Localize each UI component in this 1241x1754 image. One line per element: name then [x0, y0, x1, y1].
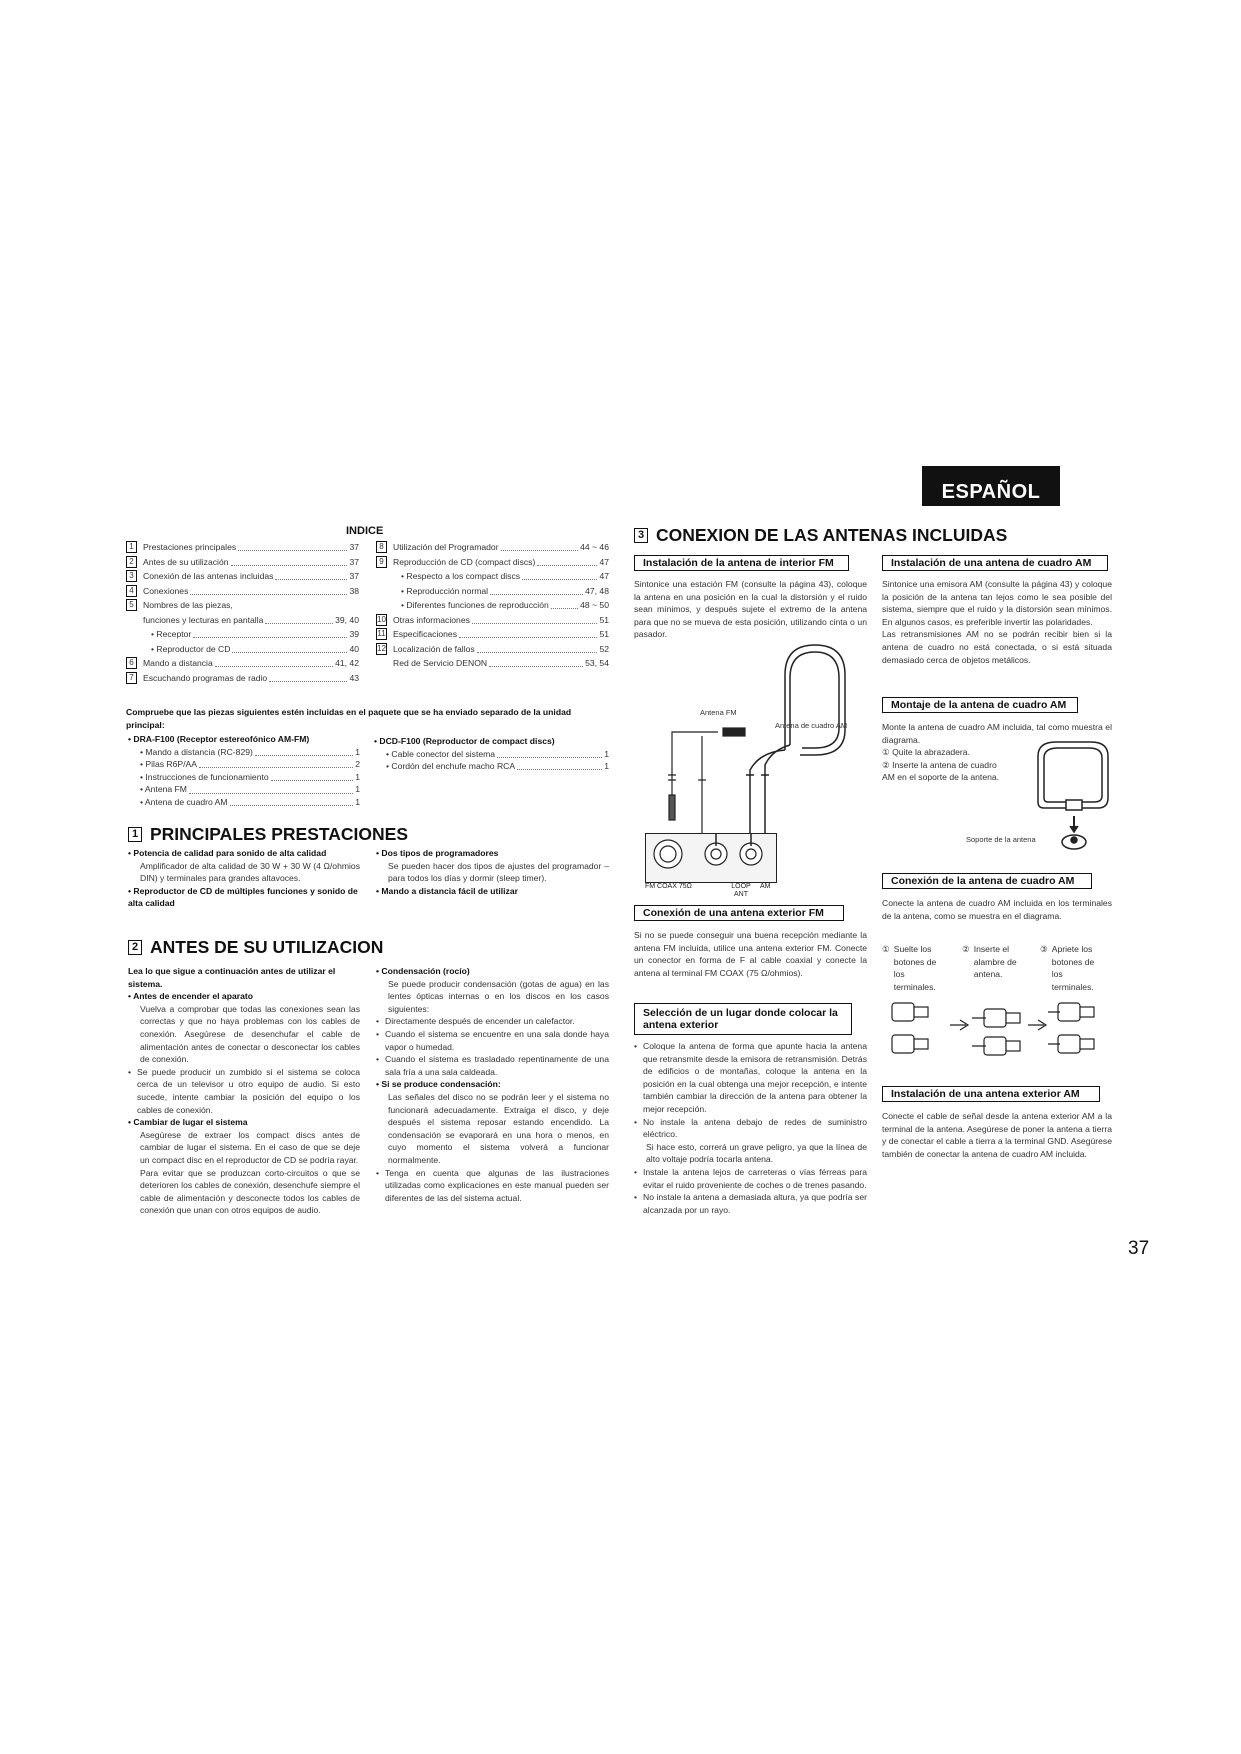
index-entry-label: Otras informaciones: [393, 614, 470, 625]
section1-title: [128, 824, 408, 845]
package-heading: Compruebe que las piezas siguientes estén incluidas en el paquete que se ha enviado separado de la unidad principal:: [126, 707, 572, 730]
package-item: [386, 760, 609, 773]
index-entry-label: Red de Servicio DENON: [393, 658, 488, 669]
subhead: • Antes de encender el aparato: [128, 991, 253, 1002]
index-entry-page: 52: [599, 643, 609, 654]
index-entry-page: 53, 54: [585, 658, 609, 669]
am-label: AM: [760, 883, 771, 890]
index-entry-page: 47, 48: [585, 585, 609, 596]
am-mount-heading: Montaje de la antena de cuadro AM: [882, 697, 1078, 713]
feature-head: • Dos tipos de programadores: [376, 848, 499, 858]
index-entry-number: 12: [377, 643, 386, 653]
arrow-right-icon: [950, 1020, 968, 1030]
package-item-qty: 1: [355, 746, 360, 757]
index-entry-number: 8: [376, 541, 387, 553]
am-loop-stand-illustration: [1036, 738, 1116, 858]
index-entry-label: Mando a distancia: [143, 658, 213, 669]
bullet: • No instale la antena debajo de redes de suministro eléctrico.: [634, 1116, 867, 1141]
bullet: • Directamente después de encender un calefactor.: [376, 1015, 609, 1028]
fm-antenna-icon: [668, 728, 745, 820]
index-entry-label: • Reproductor de CD: [151, 643, 231, 654]
package-item: [140, 783, 360, 796]
bullet: • Cuando el sistema es trasladado repentinamente de una sala fría a una sala caldeada.: [376, 1053, 609, 1078]
index-entry: [126, 656, 359, 671]
arrow-right-icon: [1028, 1020, 1046, 1030]
package-item-label: • Antena de cuadro AM: [140, 796, 228, 807]
am-connect-steps: [882, 943, 1112, 993]
package-item-label: • Instrucciones de funcionamiento: [140, 771, 269, 782]
index-entry-page: 51: [599, 629, 609, 640]
section2-title-text: ANTES DE SU UTILIZACION: [150, 937, 384, 957]
index-entry-label: • Receptor: [151, 629, 192, 640]
index-entry-number: 5: [126, 599, 137, 611]
package-item-label: • Cable conector del sistema: [386, 748, 496, 759]
package-item-qty: 1: [355, 771, 360, 782]
index-entry-page: 44 ~ 46: [580, 542, 609, 553]
index-entry: [376, 598, 609, 613]
index-entry-page: 37: [349, 542, 359, 553]
index-entry: [376, 642, 609, 657]
paragraph: Para evitar que se produzcan corto-circuitos o que se deterioren los cables de conexión, desenchufe siempre el cable de alimentación y desconecte todos los cables de conexión que unan con otros equipos de audio.: [140, 1167, 360, 1216]
index-entry-page: 37: [349, 571, 359, 582]
fm-outdoor-heading: Conexión de una antena exterior FM: [634, 905, 844, 921]
index-entry-page: 48 ~ 50: [580, 600, 609, 611]
am-connect-body: Conecte la antena de cuadro AM incluida en los terminales de la antena, como se muestra en el diagrama.: [882, 898, 1112, 921]
index-entry-label: • Respecto a los compact discs: [401, 571, 521, 582]
step: ② Inserte la antena de cuadro AM en el soporte de la antena.: [882, 759, 1000, 783]
paragraph: Sintonice una emisora AM (consulte la página 43) y coloque la posición de la antena tan lejos como le sea posible del sistema, siempre que el ruido y la distorsión sean mínimos. En algunos casos, es preferible invertir las polaridades.: [882, 579, 1112, 627]
am-loop-heading: Instalación de una antena de cuadro AM: [882, 555, 1108, 571]
am-outdoor-heading: Instalación de una antena exterior AM: [882, 1086, 1100, 1102]
terminal-icon: [972, 1009, 1020, 1055]
feature-head: • Mando a distancia fácil de utilizar: [376, 885, 518, 896]
paragraph: Monte la antena de cuadro AM incluida, tal como muestra el diagrama.: [882, 722, 1112, 745]
index-entry: [376, 540, 609, 555]
index-entry-label: Especificaciones: [393, 629, 458, 640]
paragraph: Vuelva a comprobar que todas las conexiones sean las correctas y que no haya problemas con los cables de conexión. Asegúrese de desenchufar el cable de alimentación antes de conectar o desconectar los cables de conexión.: [140, 1003, 360, 1065]
index-entry-label: Prestaciones principales: [143, 542, 237, 553]
index-right-column: [376, 540, 609, 671]
index-entry: [126, 613, 359, 628]
index-entry-number: 4: [126, 585, 137, 597]
package-right-title: • DCD-F100 (Reproductor de compact discs): [374, 736, 555, 746]
step-2: ② Inserte el alambre de antena.: [962, 944, 1017, 980]
section2-number: 2: [128, 940, 142, 955]
index-entry-number: 6: [126, 657, 137, 669]
bullet: • Coloque la antena de forma que apunte hacia la antena que retransmite desde la emisora de retransmisión. Detrás de edificios o de montañas, coloque la antena en la posición en la cual obtenga una mejor recepción, e intente también cambiar la dirección de la antena para obtener la mejor recepción.: [634, 1040, 867, 1116]
location-heading: Selección de un lugar donde colocar la antena exterior: [634, 1003, 852, 1035]
index-entry: [126, 569, 359, 584]
section2-title: [128, 937, 383, 958]
subhead: • Condensación (rocío): [376, 966, 470, 976]
index-entry-page: 40: [349, 643, 359, 654]
index-title: INDICE: [346, 525, 384, 537]
index-entry-label: • Diferentes funciones de reproducción: [401, 600, 549, 611]
index-entry: [376, 613, 609, 628]
fm-outdoor-body: Si no se puede conseguir una buena recepción mediante la antena FM incluida, utilice una antena exterior FM. Conecte un conector en forma de F al cable coaxial y conecte la antena al terminal FM COAX (75 Ω/ohmios).: [634, 930, 867, 978]
index-entry-label: Utilización del Programador: [393, 542, 499, 553]
package-item-qty: 1: [355, 784, 360, 795]
index-entry-page: 39, 40: [335, 614, 359, 625]
index-entry-page: 47: [599, 556, 609, 567]
paragraph: Asegúrese de extraer los compact discs antes de cambiar de lugar el sistema. En el caso de que se deje un compact disc en el reproductor de CD se podría rayar.: [140, 1129, 360, 1165]
index-entry-page: 41, 42: [335, 658, 359, 669]
step-1: ① Suelte los botones de los terminales.: [882, 944, 937, 992]
page-number: 37: [1128, 1238, 1150, 1259]
terminal-icon: [892, 1003, 928, 1053]
package-item: [386, 748, 609, 761]
index-entry: [126, 598, 359, 613]
feature-body: Se pueden hacer dos tipos de ajustes del programador – para todos los días y dormir (sleep timer).: [388, 860, 609, 884]
fm-coax-label: FM COAX 75Ω: [645, 883, 692, 890]
loop-ant-label: LOOP ANT: [731, 883, 751, 898]
index-left-column: [126, 540, 359, 685]
fm-indoor-heading: Instalación de la antena de interior FM: [634, 555, 849, 571]
subhead: • Cambiar de lugar el sistema: [128, 1117, 248, 1128]
language-badge: ESPAÑOL: [922, 466, 1060, 506]
index-entry-number: 7: [126, 672, 137, 684]
index-entry: [376, 656, 609, 671]
section3-title-text: CONEXION DE LAS ANTENAS INCLUIDAS: [656, 525, 1008, 545]
index-entry-number: 9: [376, 556, 387, 568]
location-body: [634, 1040, 867, 1216]
package-left: [128, 733, 360, 809]
index-entry-page: 39: [349, 629, 359, 640]
index-entry-label: Escuchando programas de radio: [143, 672, 268, 683]
section1-title-text: PRINCIPALES PRESTACIONES: [150, 824, 408, 844]
section3-title: [634, 525, 1007, 546]
section1-right: [376, 847, 609, 897]
index-entry-page: 47: [599, 571, 609, 582]
am-connect-heading: Conexión de la antena de cuadro AM: [882, 873, 1092, 889]
index-entry-label: Nombres de las piezas,: [143, 600, 233, 611]
section1-number: 1: [128, 827, 142, 842]
paragraph: Las retransmisiones AM no se podrán recibir bien si la antena de cuadro no está conectada, o si está situada demasiado cerca de objetos metálicos.: [882, 629, 1112, 665]
index-entry-number: 11: [377, 629, 386, 639]
bullet: • Cuando el sistema se encuentre en una sala donde haya vapor o humedad.: [376, 1028, 609, 1053]
package-left-title: • DRA-F100 (Receptor estereofónico AM-FM): [128, 734, 310, 744]
package-item: [140, 758, 360, 771]
antenna-terminal-panel: [645, 833, 777, 883]
package-item: [140, 746, 360, 759]
package-item-label: • Antena FM: [140, 784, 187, 795]
package-item-qty: 2: [355, 759, 360, 770]
index-entry: [126, 540, 359, 555]
section2-left: [128, 965, 360, 1217]
index-entry: [126, 642, 359, 657]
fm-antenna-label: Antena FM: [700, 708, 737, 717]
step-3: ③ Apriete los botones de los terminales.: [1040, 944, 1095, 992]
index-entry-page: 38: [349, 585, 359, 596]
package-item-qty: 1: [604, 748, 609, 759]
index-entry-number: 10: [377, 614, 386, 624]
fm-indoor-body: Sintonice una estación FM (consulte la página 43), coloque la antena en una posición en la cual la distorsión y el ruido sean mínimos, y después sujete el extremo de la antena para que no se mueva de esta posición, utilizando cinta o un pasador.: [634, 579, 867, 640]
index-entry: [376, 584, 609, 599]
index-entry-page: 43: [349, 672, 359, 683]
index-entry-label: Conexiones: [143, 585, 189, 596]
package-item-qty: 1: [604, 761, 609, 772]
package-item: [140, 771, 360, 784]
index-entry-label: Reproducción de CD (compact discs): [393, 556, 536, 567]
package-item-label: • Mando a distancia (RC-829): [140, 746, 253, 757]
paragraph: Si hace esto, correrá un grave peligro, ya que la línea de alto voltaje podría tocarla antena.: [646, 1141, 867, 1165]
bullet: • Instale la antena lejos de carreteras o vías férreas para evitar el ruido proveniente de coches o de trenes pasando.: [634, 1166, 867, 1191]
step: ① Quite la abrazadera.: [882, 747, 970, 758]
package-item-label: • Cordón del enchufe macho RCA: [386, 761, 516, 772]
feature-head: • Reproductor de CD de múltiples funciones y sonido de alta calidad: [128, 885, 358, 909]
bullet: • Tenga en cuenta que algunas de las ilustraciones utilizadas como explicaciones en este manual pueden ser diferentes de las del sistema actual.: [376, 1167, 609, 1205]
index-entry-page: 37: [349, 556, 359, 567]
antenna-stand-label: Soporte de la antena: [966, 835, 1036, 844]
subhead: • Si se produce condensación:: [376, 1079, 501, 1090]
package-item-label: • Pilas R6P/AA: [140, 759, 197, 770]
index-entry-number: 1: [126, 541, 137, 553]
package-right: [374, 735, 609, 773]
bullet: • Se puede producir un zumbido si el sistema se coloca cerca de un televisor u otro equipo de audio. Si esto sucede, intente cambiar la posición del equipo o los cables de conexión.: [128, 1066, 360, 1116]
am-loop-body: [882, 578, 1112, 666]
am-antenna-label: Antena de cuadro AM: [775, 721, 848, 730]
index-entry: [376, 569, 609, 584]
index-entry-number: 2: [126, 556, 137, 568]
feature-head: • Potencia de calidad para sonido de alta calidad: [128, 848, 327, 858]
section2-right: [376, 965, 609, 1204]
section2-intro: Lea lo que sigue a continuación antes de utilizar el sistema.: [128, 966, 336, 989]
package-item-qty: 1: [355, 796, 360, 807]
index-entry-number: 3: [126, 570, 137, 582]
section3-number: 3: [634, 528, 648, 543]
terminal-icon: [1048, 1003, 1094, 1053]
index-entry: [126, 584, 359, 599]
index-entry-label: Antes de su utilización: [143, 556, 229, 567]
am-outdoor-body: Conecte el cable de señal desde la antena exterior AM a la terminal de la antena. Asegúrese de poner la antena a tierra y de conectar el cable a tierra a la terminal GND. Asegúrese también de conectar la antena de cuadro AM incluida.: [882, 1111, 1112, 1159]
index-entry-label: funciones y lecturas en pantalla: [143, 614, 264, 625]
index-entry-label: Conexión de las antenas incluidas: [143, 571, 274, 582]
index-entry: [376, 555, 609, 570]
index-entry-label: • Reproducción normal: [401, 585, 489, 596]
bullet: • No instale la antena a demasiada altura, ya que podría ser alcanzada por un rayo.: [634, 1191, 867, 1216]
section1-left: [128, 847, 360, 910]
index-entry-label: Localización de fallos: [393, 643, 475, 654]
paragraph: Se puede producir condensación (gotas de agua) en las lentes ópticas internas o en los discos en los casos siguientes:: [388, 978, 609, 1014]
feature-body: Amplificador de alta calidad de 30 W + 30 W (4 Ω/ohmios DIN) y terminales para grandes altavoces.: [140, 860, 360, 884]
index-entry: [376, 627, 609, 642]
index-entry: [126, 671, 359, 686]
index-entry: [126, 555, 359, 570]
index-entry-page: 51: [599, 614, 609, 625]
paragraph: Las señales del disco no se podrán leer y el sistema no funcionará adecuadamente. Extraiga el disco, y deje después el sistema reposar estando encendido. La condensación se evaporará en una hora o menos, en cuyo momento el sistema volverá a funcionar normalmente.: [388, 1091, 609, 1165]
index-entry: [126, 627, 359, 642]
terminal-connection-steps-illustration: [890, 995, 1110, 1065]
package-item: [140, 796, 360, 809]
